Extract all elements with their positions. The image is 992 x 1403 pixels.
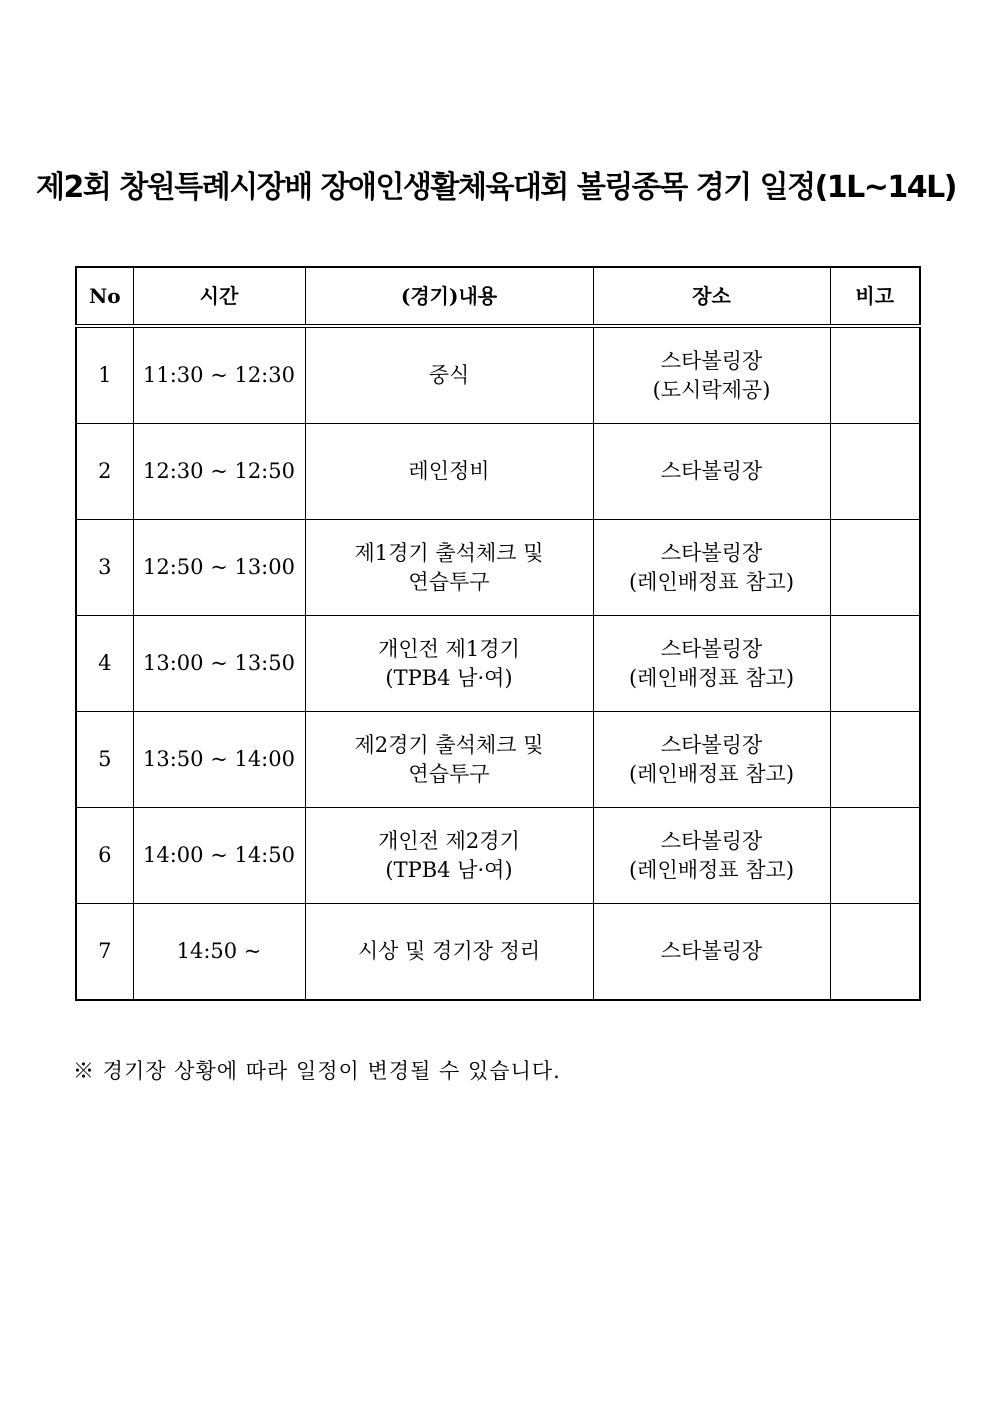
cell-time: 11:30 ~ 12:30: [133, 326, 305, 424]
header-no: No: [76, 267, 133, 326]
cell-no: 5: [76, 712, 133, 808]
content-line: 제1경기 출석체크 및: [354, 540, 544, 565]
header-time: 시간: [133, 267, 305, 326]
content-line: 개인전 제1경기: [378, 636, 520, 661]
place-line: 스타볼링장: [660, 459, 763, 483]
cell-time: 13:00 ~ 13:50: [133, 616, 305, 712]
cell-content: [305, 712, 593, 808]
cell-content: [305, 616, 593, 712]
document-title: 제2회 창원특례시장배 장애인생활체육대회 볼링종목 경기 일정(1L~14L): [36, 170, 956, 205]
cell-place: [593, 712, 830, 808]
cell-no: 6: [76, 808, 133, 904]
cell-remarks: [830, 904, 920, 1001]
place-line: 스타볼링장: [660, 636, 763, 661]
cell-time: 14:00 ~ 14:50: [133, 808, 305, 904]
cell-remarks: [830, 808, 920, 904]
content-line: 중식: [428, 363, 470, 387]
cell-time: 12:30 ~ 12:50: [133, 424, 305, 520]
place-line: (레인배정표 참고): [628, 569, 795, 594]
schedule-table: [75, 266, 921, 1001]
cell-no: 3: [76, 520, 133, 616]
cell-place: [593, 808, 830, 904]
cell-no: 4: [76, 616, 133, 712]
content-line: (TPB4 남·여): [385, 857, 513, 882]
place-line: (레인배정표 참고): [628, 857, 795, 882]
cell-remarks: [830, 326, 920, 424]
content-line: 제2경기 출석체크 및: [354, 732, 544, 757]
cell-place: [593, 616, 830, 712]
content-line: 연습투구: [408, 569, 490, 594]
content-line: 시상 및 경기장 정리: [357, 939, 541, 963]
header-place: 장소: [593, 267, 830, 326]
table-row: [76, 712, 920, 808]
cell-remarks: [830, 424, 920, 520]
cell-place: [593, 424, 830, 520]
table-row: [76, 904, 920, 1001]
header-remarks: 비고: [830, 267, 920, 326]
table-header-row: [76, 267, 920, 326]
cell-place: [593, 904, 830, 1001]
cell-no: 2: [76, 424, 133, 520]
cell-content: [305, 424, 593, 520]
schedule-change-note: ※ 경기장 상황에 따라 일정이 변경될 수 있습니다.: [73, 1059, 561, 1083]
cell-remarks: [830, 520, 920, 616]
table-row: [76, 616, 920, 712]
place-line: 스타볼링장: [660, 540, 763, 565]
content-line: 연습투구: [408, 761, 490, 786]
place-line: 스타볼링장: [660, 348, 763, 373]
content-line: 레인정비: [408, 459, 490, 483]
table-row: [76, 808, 920, 904]
cell-no: 7: [76, 904, 133, 1001]
place-line: (도시락제공): [652, 377, 771, 402]
place-line: (레인배정표 참고): [628, 761, 795, 786]
cell-content: [305, 326, 593, 424]
place-line: 스타볼링장: [660, 732, 763, 757]
table-row: [76, 520, 920, 616]
cell-remarks: [830, 712, 920, 808]
cell-content: [305, 808, 593, 904]
cell-content: [305, 520, 593, 616]
place-line: 스타볼링장: [660, 828, 763, 853]
content-line: 개인전 제2경기: [378, 828, 520, 853]
content-line: (TPB4 남·여): [385, 665, 513, 690]
place-line: (레인배정표 참고): [628, 665, 795, 690]
cell-time: 13:50 ~ 14:00: [133, 712, 305, 808]
cell-place: [593, 326, 830, 424]
header-content: (경기)내용: [305, 267, 593, 326]
cell-time: 14:50 ~: [133, 904, 305, 1001]
cell-no: 1: [76, 326, 133, 424]
table-row: [76, 424, 920, 520]
cell-remarks: [830, 616, 920, 712]
cell-time: 12:50 ~ 13:00: [133, 520, 305, 616]
table-row: [76, 326, 920, 424]
place-line: 스타볼링장: [660, 939, 763, 963]
cell-place: [593, 520, 830, 616]
cell-content: [305, 904, 593, 1001]
